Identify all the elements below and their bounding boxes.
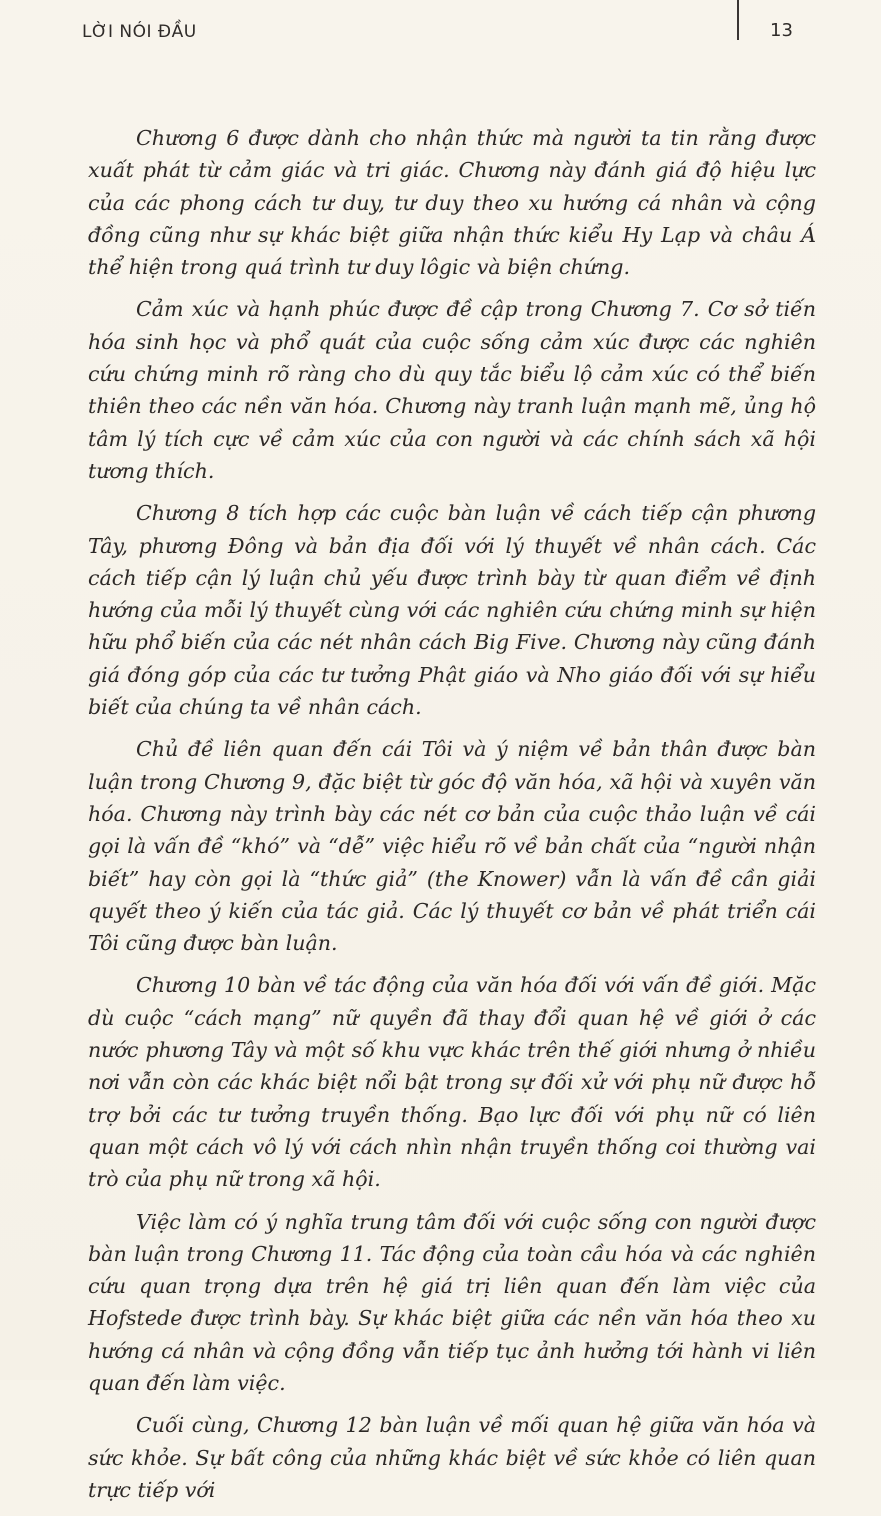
paragraph-chapter-7: Cảm xúc và hạnh phúc được đề cập trong Chương 7. Cơ sở tiến hóa sinh học và phổ quát của cuộc sống cảm xúc được các nghiên cứu chứng minh rõ ràng cho dù quy tắc biểu lộ cảm xúc có thể biến thiên theo các nền văn hóa. Chương này tranh luận mạnh mẽ, ủng hộ tâm lý tích cực về cảm xúc của con người và các chính sách xã hội tương thích. <box>88 297 816 483</box>
paragraph-chapter-6: Chương 6 được dành cho nhận thức mà người ta tin rằng được xuất phát từ cảm giác và tri giác. Chương này đánh giá độ hiệu lực của các phong cách tư duy, tư duy theo xu hướng cá nhân và cộng đồng cũng như sự khác biệt giữa nhận thức kiểu Hy Lạp và châu Á thể hiện trong quá trình tư duy lôgic và biện chứng. <box>88 126 816 280</box>
page-number: 13 <box>770 20 793 41</box>
paragraph-chapter-9: Chủ đề liên quan đến cái Tôi và ý niệm về bản thân được bàn luận trong Chương 9, đặc biệt từ góc độ văn hóa, xã hội và xuyên văn hóa. Chương này trình bày các nét cơ bản của cuộc thảo luận về cái gọi là vấn đề “khó” và “dễ” việc hiểu rõ về bản chất của “người nhận biết” hay còn gọi là “thức giả” (the Knower) vẫn là vấn đề cần giải quyết theo ý kiến của tác giả. Các lý thuyết cơ bản về phát triển cái Tôi cũng được bàn luận. <box>88 737 816 956</box>
paragraph-chapter-10: Chương 10 bàn về tác động của văn hóa đối với vấn đề giới. Mặc dù cuộc “cách mạng” nữ quyền đã thay đổi quan hệ về giới ở các nước phương Tây và một số khu vực khác trên thế giới nhưng ở nhiều nơi vẫn còn các khác biệt nổi bật trong sự đối xử với phụ nữ được hỗ trợ bởi các tư tưởng truyền thống. Bạo lực đối với phụ nữ có liên quan một cách vô lý với cách nhìn nhận truyền thống coi thường vai trò của phụ nữ trong xã hội. <box>88 973 816 1192</box>
paragraph-chapter-8: Chương 8 tích hợp các cuộc bàn luận về cách tiếp cận phương Tây, phương Đông và bản địa đối với lý thuyết về nhân cách. Các cách tiếp cận lý luận chủ yếu được trình bày từ quan điểm về định hướng của mỗi lý thuyết cùng với các nghiên cứu chứng minh sự hiện hữu phổ biến của các nét nhân cách Big Five. Chương này cũng đánh giá đóng góp của các tư tưởng Phật giáo và Nho giáo đối với sự hiểu biết của chúng ta về nhân cách. <box>88 501 816 720</box>
body-text <box>88 122 816 1516</box>
header-vertical-rule <box>737 0 739 40</box>
paragraph-chapter-12: Cuối cùng, Chương 12 bàn luận về mối quan hệ giữa văn hóa và sức khỏe. Sự bất công của những khác biệt về sức khỏe có liên quan trực tiếp với <box>88 1413 816 1502</box>
running-header-title: LỜI NÓI ĐẦU <box>82 22 197 42</box>
paragraph-chapter-11: Việc làm có ý nghĩa trung tâm đối với cuộc sống con người được bàn luận trong Chương 11. Tác động của toàn cầu hóa và các nghiên cứu quan trọng dựa trên hệ giá trị liên quan đến làm việc của Hofstede được trình bày. Sự khác biệt giữa các nền văn hóa theo xu hướng cá nhân và cộng đồng vẫn tiếp tục ảnh hưởng tới hành vi liên quan đến làm việc. <box>88 1209 816 1395</box>
